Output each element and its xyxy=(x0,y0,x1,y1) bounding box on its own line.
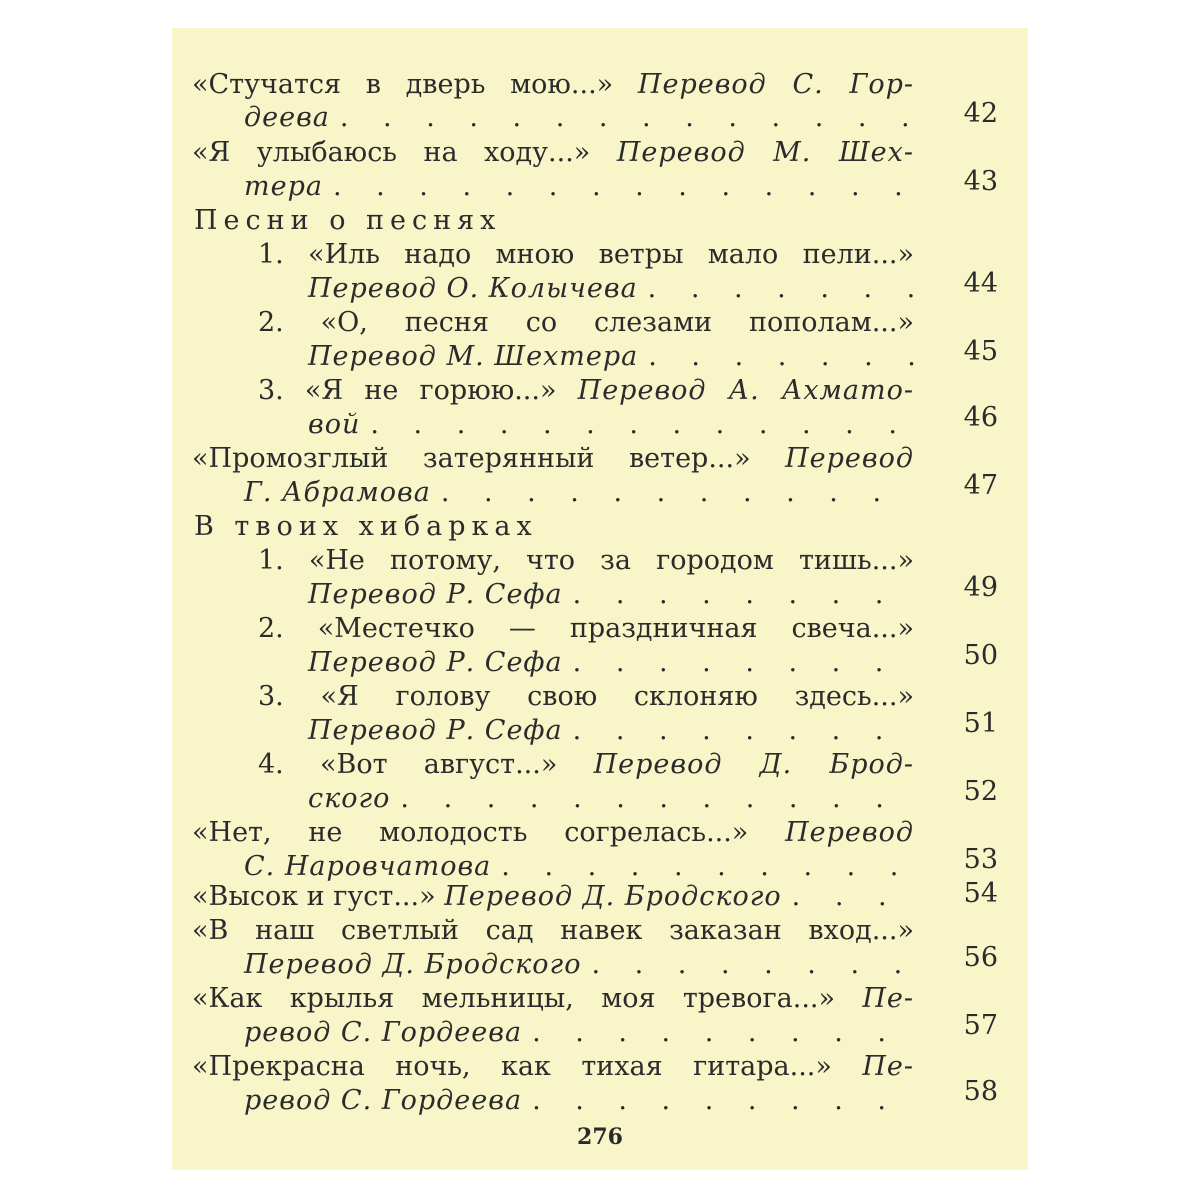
entry-translator: Пе- xyxy=(862,983,914,1014)
entry-translator: Перевод Д. Брод- xyxy=(593,749,914,780)
page-ref: 54 xyxy=(963,878,998,909)
entry-title: «В наш светлый сад навек заказан вход...» xyxy=(192,915,914,946)
page-ref: 49 xyxy=(963,572,998,603)
entry-title: 3. «Я голову свою склоняю здесь...» xyxy=(258,681,914,712)
entry-title: 1. «Иль надо мною ветры мало пели...» xyxy=(258,239,914,270)
entry-title: «Высок и густ...» xyxy=(192,881,445,912)
toc-entry-line xyxy=(244,101,914,135)
entry-translator: Перевод С. Гор- xyxy=(637,69,914,100)
entry-translator: Перевод xyxy=(785,443,914,474)
entry-translator: ревод С. Гордеева xyxy=(244,1017,523,1048)
toc-entry-line xyxy=(192,1050,914,1084)
entry-translator: деева xyxy=(244,102,330,133)
toc-entry-line xyxy=(308,408,914,442)
toc-entry-line xyxy=(192,982,914,1016)
entry-translator: Перевод А. Ахмато- xyxy=(577,375,915,406)
entry-translator: ревод С. Гордеева xyxy=(244,1085,523,1116)
section-heading: Песни о песнях xyxy=(194,205,502,236)
toc-entry-line xyxy=(258,238,914,272)
entry-translator: Перевод О. Колычева xyxy=(308,273,638,304)
entry-title: «Прекрасна ночь, как тихая гитара...» xyxy=(192,1051,863,1082)
page-ref: 42 xyxy=(963,98,998,129)
page-ref: 45 xyxy=(963,336,998,367)
entry-translator: Перевод Р. Сефа xyxy=(308,647,563,678)
toc-entry-line xyxy=(192,816,914,850)
entry-translator: Перевод М. Шех- xyxy=(616,137,915,168)
toc-entry-line xyxy=(258,544,914,578)
page-ref: 52 xyxy=(963,776,998,807)
entry-translator: Перевод Д. Бродского xyxy=(244,949,582,980)
entry-title: «Промозглый затерянный ветер...» xyxy=(192,443,786,474)
page-ref: 47 xyxy=(963,470,998,501)
entry-title: «Как крылья мельницы, моя тревога...» xyxy=(192,983,863,1014)
page-ref: 50 xyxy=(963,640,998,671)
toc-entry-line xyxy=(258,374,914,408)
toc-entry-line xyxy=(258,680,914,714)
entry-title: 3. «Я не горюю...» xyxy=(258,375,578,406)
section-heading: В твоих хибарках xyxy=(194,511,538,542)
toc-entry-line xyxy=(244,948,914,982)
toc-entry-line xyxy=(258,612,914,646)
entry-translator: Г. Абрамова xyxy=(244,477,431,508)
page-ref: 56 xyxy=(963,942,998,973)
entry-translator: Перевод Р. Сефа xyxy=(308,715,563,746)
toc-entry-line xyxy=(258,748,914,782)
entry-translator: Перевод Д. Бродского xyxy=(444,881,782,912)
toc-entry-line xyxy=(192,136,914,170)
toc-entry-line xyxy=(258,306,914,340)
page-ref: 53 xyxy=(963,844,998,875)
toc-entry-line xyxy=(244,476,914,510)
entry-translator: Перевод М. Шехтера xyxy=(308,341,639,372)
entry-title: 1. «Не потому, что за городом тишь...» xyxy=(258,545,914,576)
toc-entry-line xyxy=(308,340,914,374)
page-ref: 43 xyxy=(963,166,998,197)
page-ref: 46 xyxy=(963,402,998,433)
page-number: 276 xyxy=(577,1124,623,1150)
toc-entry-line xyxy=(192,442,914,476)
entry-translator: Перевод Р. Сефа xyxy=(308,579,563,610)
toc-entry-line xyxy=(244,1016,914,1050)
entry-translator: Пе- xyxy=(862,1051,914,1082)
toc-entry-line xyxy=(308,646,914,680)
toc-entry-line xyxy=(244,1084,914,1118)
page-ref: 51 xyxy=(963,708,998,739)
entry-translator: С. Наровчатова xyxy=(244,851,492,882)
toc-entry-line xyxy=(192,68,914,102)
entry-translator: вой xyxy=(308,409,361,440)
entry-translator: тера xyxy=(244,171,323,202)
page-ref: 58 xyxy=(963,1076,998,1107)
toc-entry-line xyxy=(308,272,914,306)
toc-entry-line xyxy=(308,578,914,612)
toc-entry-line xyxy=(308,714,914,748)
toc-entry-line xyxy=(244,850,914,884)
entry-title: 4. «Вот август...» xyxy=(258,749,594,780)
toc-entry-line xyxy=(308,782,914,816)
entry-title: «Нет, не молодость согрелась...» xyxy=(192,817,786,848)
page-ref: 57 xyxy=(963,1010,998,1041)
entry-title: 2. «О, песня со слезами пополам...» xyxy=(258,307,914,338)
toc-entry-line xyxy=(192,880,914,914)
toc-entry-line xyxy=(192,914,914,948)
entry-translator: ского xyxy=(308,783,391,814)
entry-title: 2. «Местечко — праздничная свеча...» xyxy=(258,613,914,644)
entry-translator: Перевод xyxy=(785,817,914,848)
entry-title: «Стучатся в дверь мою...» xyxy=(192,69,638,100)
toc-entry-line xyxy=(244,170,914,204)
entry-title: «Я улыбаюсь на ходу...» xyxy=(192,137,617,168)
page-ref: 44 xyxy=(963,268,998,299)
book-page xyxy=(172,28,1028,1170)
